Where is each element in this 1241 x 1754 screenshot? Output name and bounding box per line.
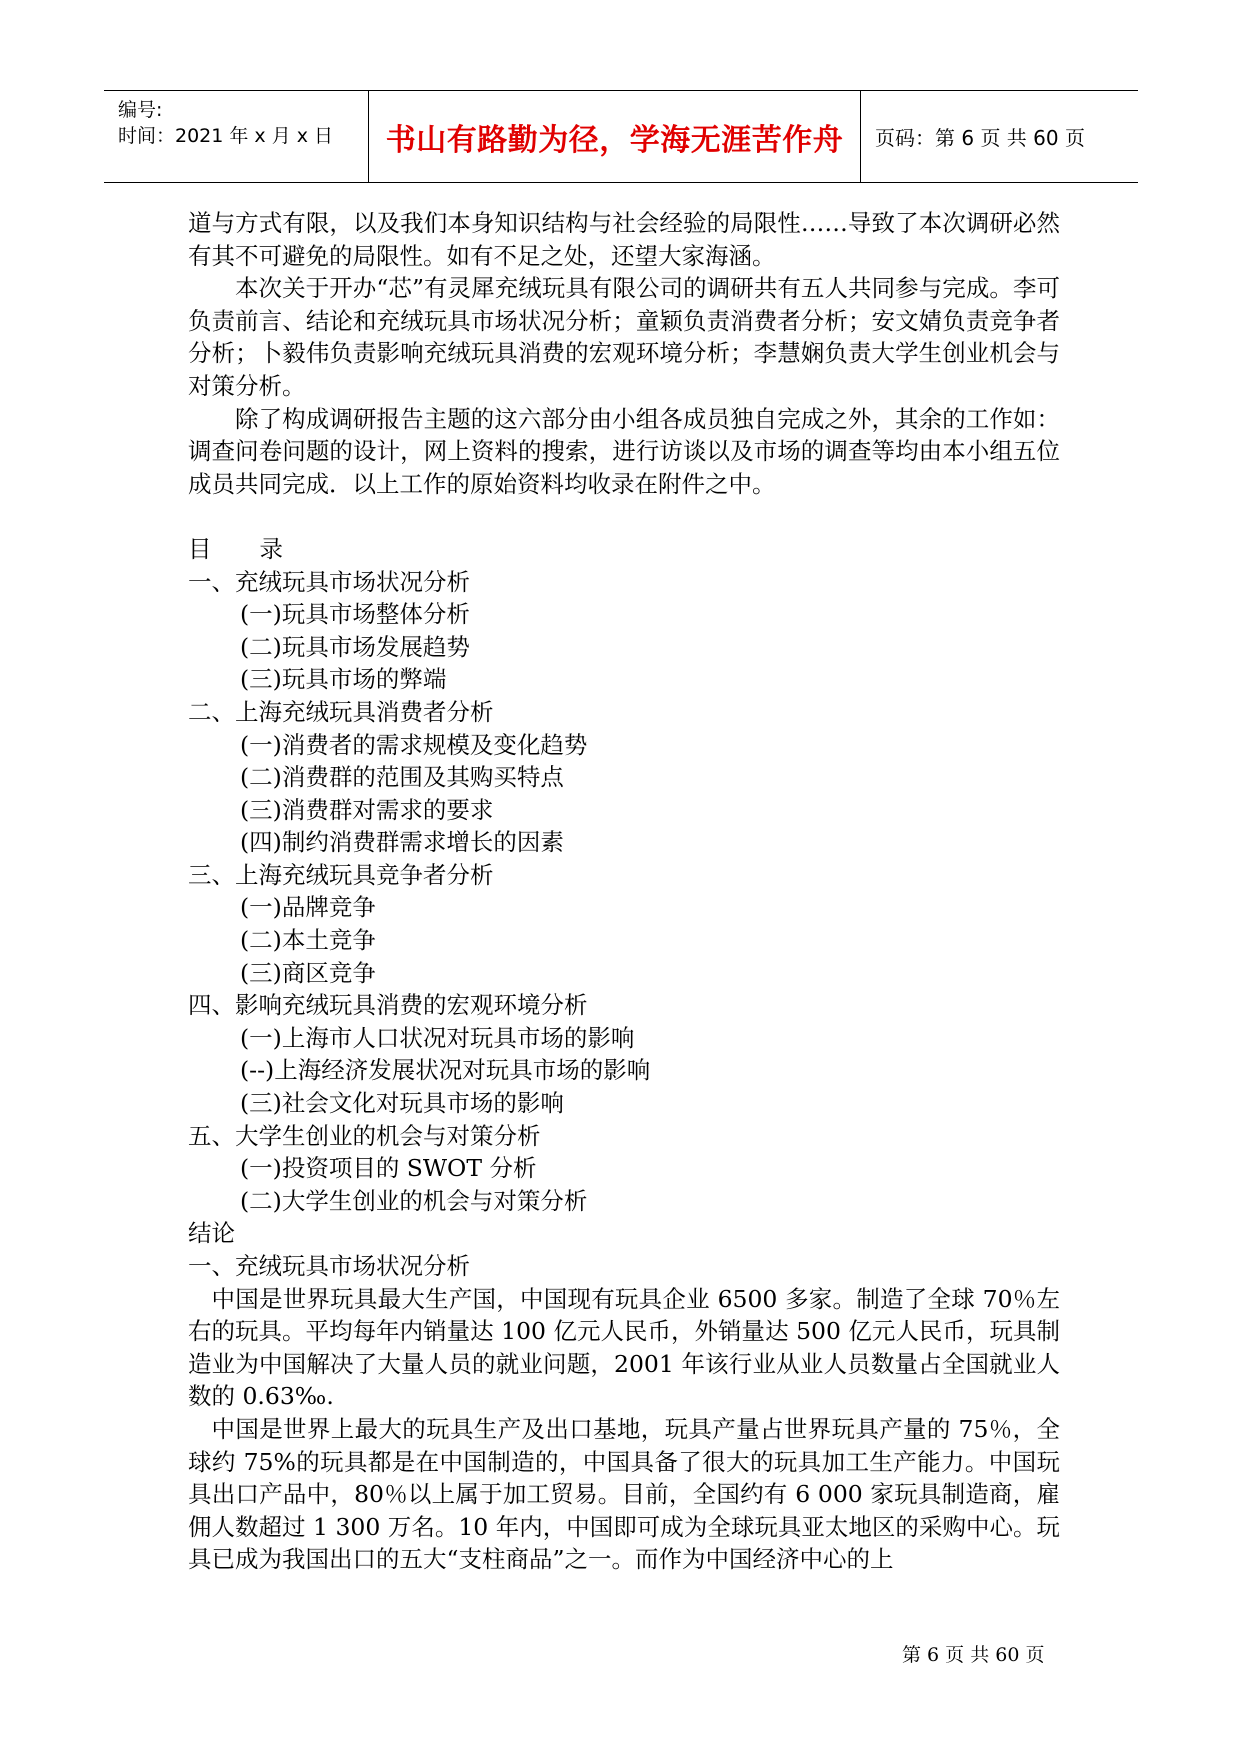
- toc-item: (二)本土竞争: [240, 926, 376, 955]
- blank-line: [188, 500, 1060, 533]
- toc-title: [188, 533, 1060, 566]
- toc-item: (一)投资项目的 SWOT 分析: [240, 1154, 537, 1183]
- toc-item: (四)制约消费群需求增长的因素: [240, 828, 564, 857]
- page-footer: 第 6 页 共 60 页: [902, 1644, 1045, 1666]
- toc-item: (一)消费者的需求规模及变化趋势: [240, 730, 588, 759]
- header-page-cell: [861, 91, 1138, 182]
- body-paragraph-3: 除了构成调研报告主题的这六部分由小组各成员独自完成之外，其余的工作如：调查问卷问题的设计，网上资料的搜索，进行访谈以及市场的调查等均由本小组五位成员共同完成．以上工作的原始资料均收录在附件之中。: [188, 404, 1060, 498]
- toc-item: (三)社会文化对玩具市场的影响: [240, 1089, 564, 1118]
- toc-item: (一)品牌竞争: [240, 893, 376, 922]
- section-paragraph-1: 中国是世界玩具最大生产国，中国现有玩具企业 6500 多家。制造了全球 70％左右的玩具。平均每年内销量达 100 亿元人民币，外销量达 500 亿元人民币，玩具制造业为中国解决了大量人员的就业问题，2001 年该行业从业人员数量占全国就业人数的 0.63‰.: [188, 1284, 1060, 1411]
- toc-item: (三)商区竞争: [240, 958, 376, 987]
- toc-item: 三、上海充绒玩具竞争者分析: [188, 860, 494, 889]
- toc-item: 一、充绒玩具市场状况分析: [188, 567, 470, 596]
- toc-list: [188, 566, 1060, 1250]
- toc-item: (一)上海市人口状况对玩具市场的影响: [240, 1023, 635, 1052]
- body-paragraph-1: 道与方式有限，以及我们本身知识结构与社会经验的局限性……导致了本次调研必然有其不可避免的局限性。如有不足之处，还望大家海涵。: [188, 209, 1060, 270]
- toc-item: 五、大学生创业的机会与对策分析: [188, 1121, 541, 1150]
- toc-item: 结论: [188, 1219, 235, 1248]
- toc-title-char-2: 录: [259, 534, 283, 563]
- toc-item: (二)大学生创业的机会与对策分析: [240, 1186, 588, 1215]
- header-meta-cell: [104, 91, 369, 182]
- header-motto-cell: [369, 91, 861, 182]
- document-body: [188, 207, 1060, 1576]
- toc-item: 四、影响充绒玩具消费的宏观环境分析: [188, 991, 588, 1020]
- toc-item: (三)消费群对需求的要求: [240, 795, 494, 824]
- page-info: 页码：第 6 页 共 60 页: [875, 126, 1085, 150]
- section-heading: 一、充绒玩具市场状况分析: [188, 1252, 470, 1280]
- motto-text: 书山有路勤为径，学海无涯苦作舟: [385, 122, 844, 158]
- toc-item: (二)消费群的范围及其购买特点: [240, 763, 564, 792]
- section-paragraph-2: 中国是世界上最大的玩具生产及出口基地，玩具产量占世界玩具产量的 75％，全球约 75%的玩具都是在中国制造的，中国具备了很大的玩具加工生产能力。中国玩具出口产品中，80％以上属于加工贸易。目前，全国约有 6 000 家玩具制造商，雇佣人数超过 1 300 万名。10 年内，中国即可成为全球玩具亚太地区的采购中心。玩具已成为我国出口的五大“支柱商品”之一。而作为中国经济中心的上: [188, 1414, 1060, 1574]
- toc-item: (二)玩具市场发展趋势: [240, 632, 470, 661]
- toc-title-char-1: 目: [188, 534, 212, 563]
- toc-item: (三)玩具市场的弊端: [240, 665, 447, 694]
- time-label: 时间：2021 年 x 月 x 日: [118, 125, 334, 147]
- number-label: 编号:: [118, 99, 163, 121]
- toc-item: (--)上海经济发展状况对玩具市场的影响: [240, 1056, 651, 1085]
- toc-item: (一)玩具市场整体分析: [240, 600, 470, 629]
- page-header: [104, 90, 1138, 183]
- toc-item: 二、上海充绒玩具消费者分析: [188, 697, 494, 726]
- body-paragraph-2: 本次关于开办“芯”有灵犀充绒玩具有限公司的调研共有五人共同参与完成。李可负责前言、结论和充绒玩具市场状况分析；童颖负责消费者分析；安文婧负责竞争者分析；卜毅伟负责影响充绒玩具消费的宏观环境分析；李慧娴负责大学生创业机会与对策分析。: [188, 274, 1060, 400]
